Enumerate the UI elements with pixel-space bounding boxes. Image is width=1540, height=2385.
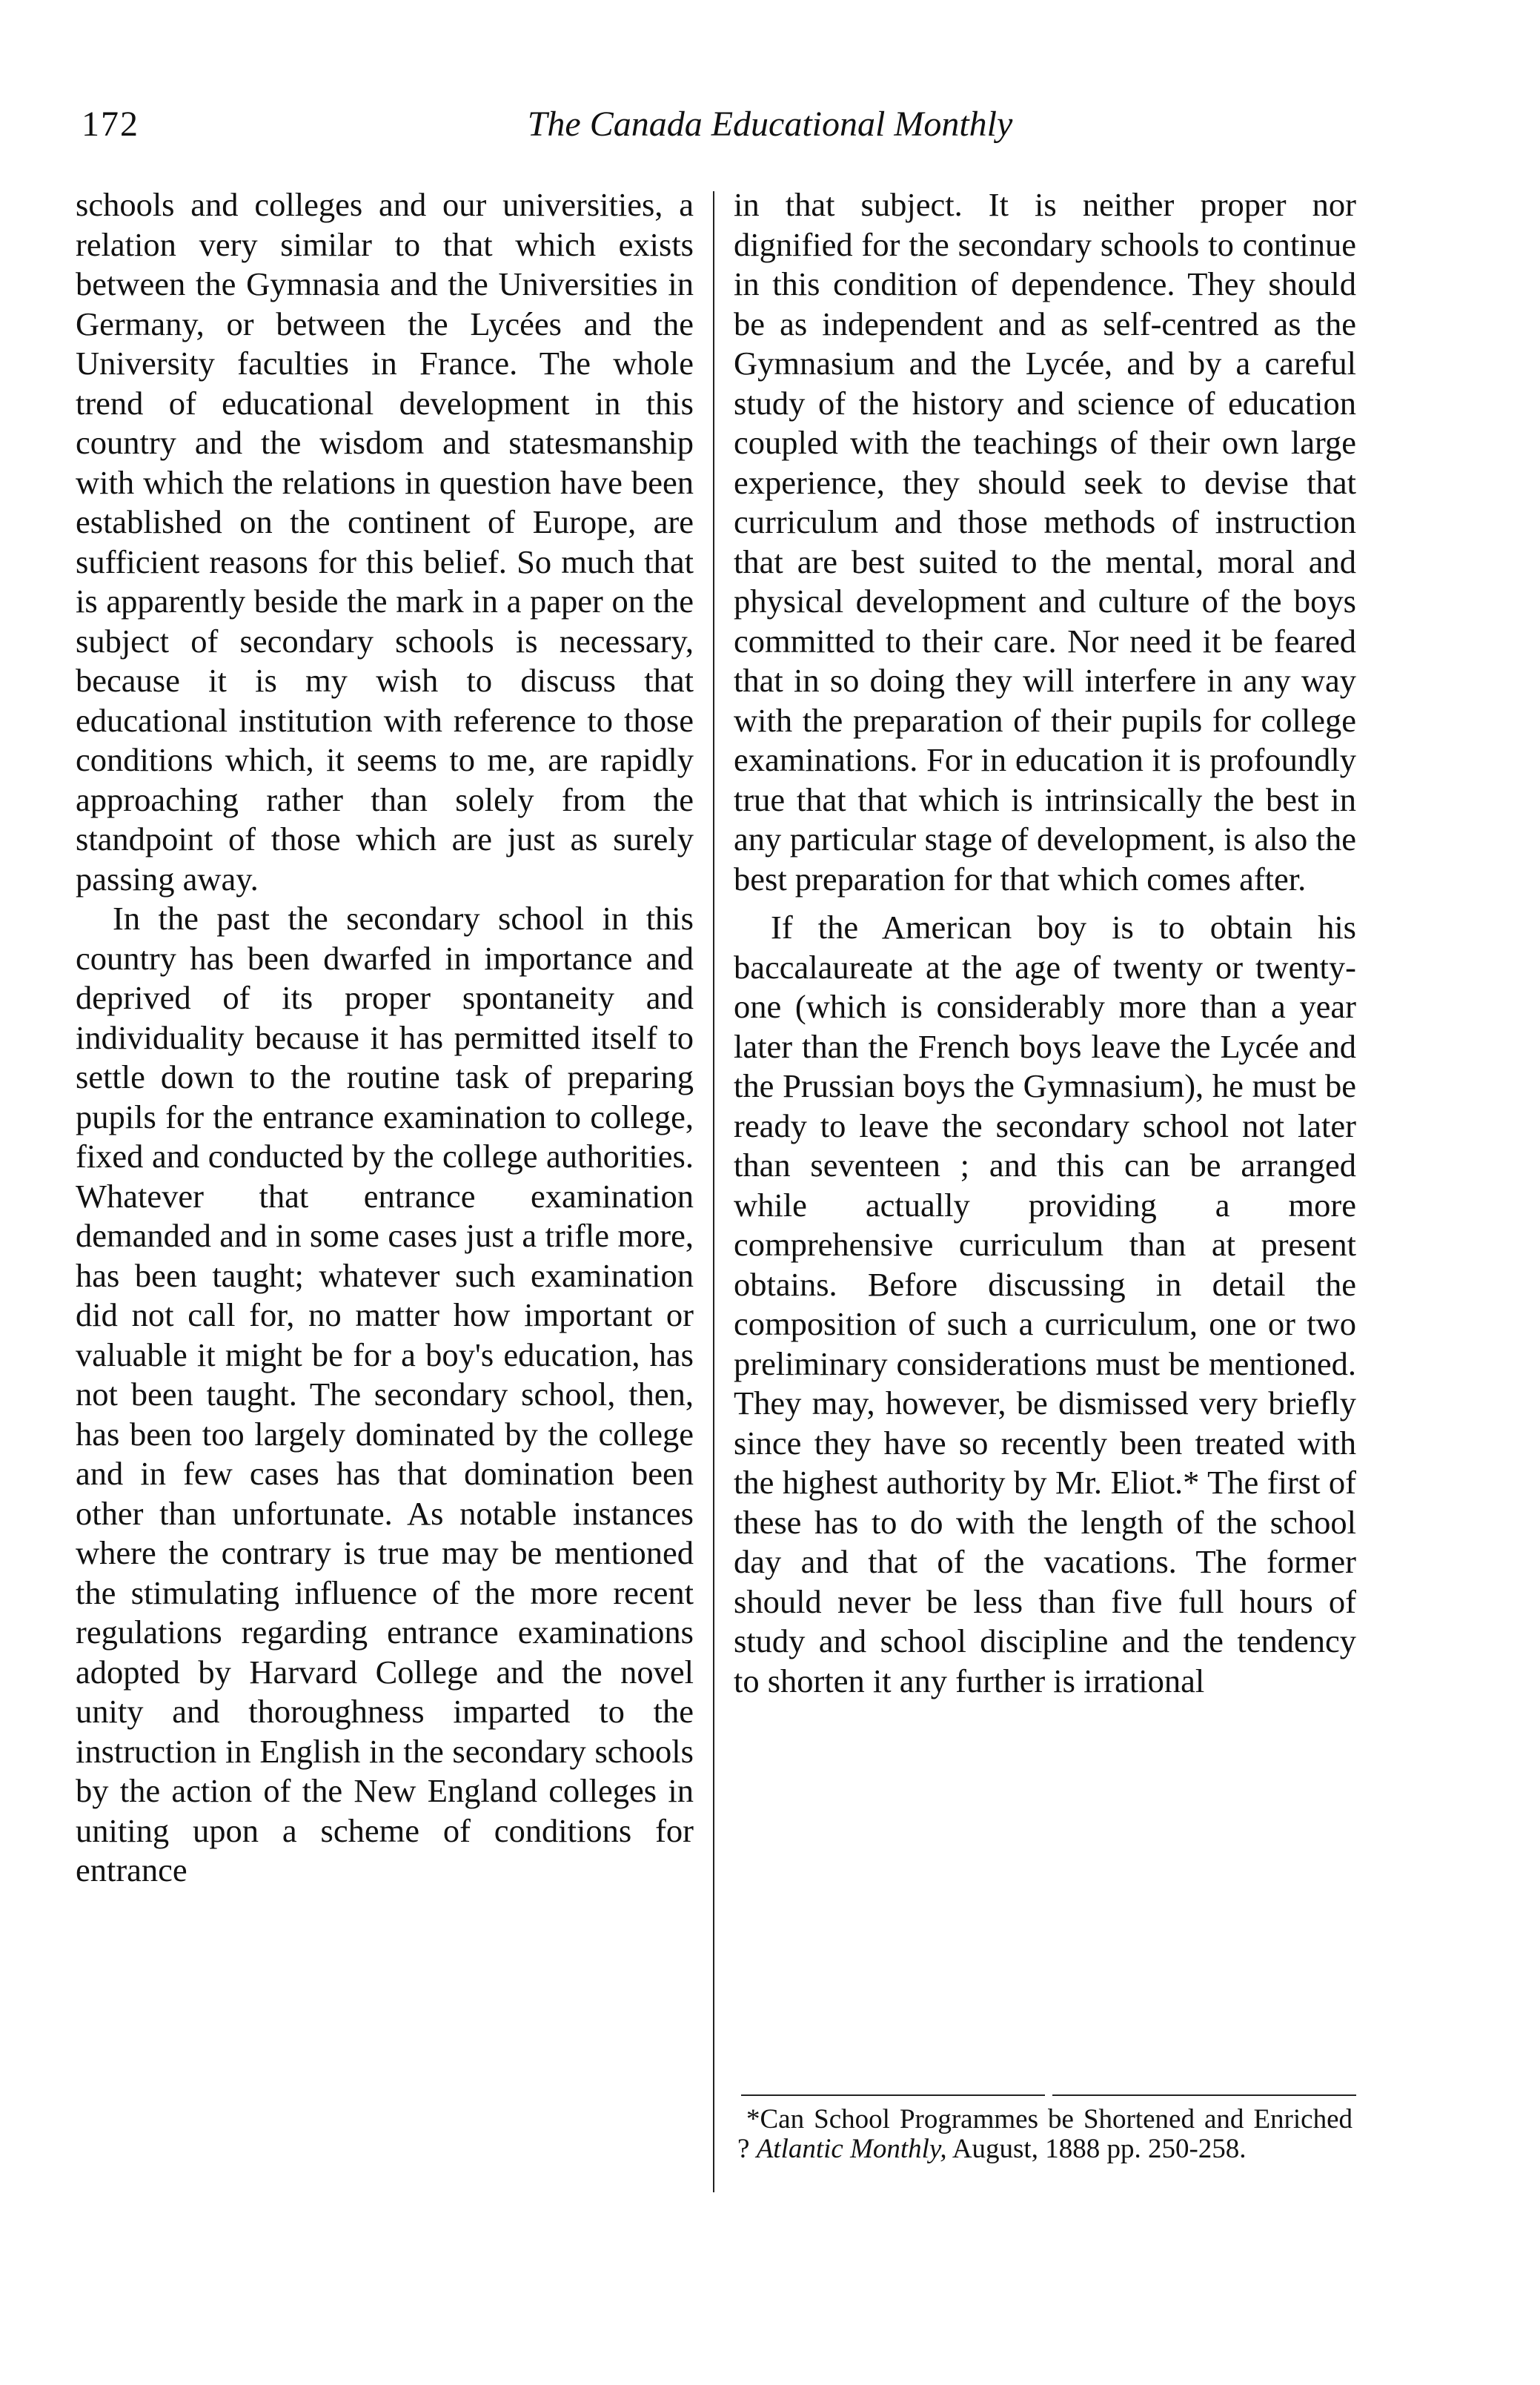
- footnote-date: August, 1888 pp. 250-258.: [952, 2134, 1247, 2164]
- footnote-journal: Atlantic Monthly,: [756, 2134, 947, 2164]
- page-number: 172: [82, 105, 139, 144]
- footnote-rule-right: [1052, 2094, 1356, 2096]
- left-paragraph-2: In the past the secondary school in this country has been dwarfed in importance and deprived of its proper spontaneity and individuality because it has permitted itself to settle down to the routine task of preparing pupils for the entrance examination to college, fixed and conducted by the college authorities. Whatever that entrance examination demanded and in some cases just a trifle more, has been taught; whatever such examination did not call for, no matter how important or valuable it might be for a boy's education, has not been taught. The secondary school, then, has been too largely dominated by the college and in few cases has that domination been other than unfortunate. As notable instances where the contrary is true may be mentioned the stimulating influence of the more recent regulations regarding entrance examinations adopted by Harvard College and the novel unity and thoroughness imparted to the instruction in English in the secondary schools by the action of the New England colleges in uniting upon a scheme of conditions for entrance: [76, 900, 694, 1888]
- footnote: [737, 2105, 1353, 2164]
- right-paragraph-1: in that subject. It is neither proper nor dignified for the secondary schools to continue in this condition of dependence. They should be as independent and as self-centred as the Gymnasium and the Lycée, and by a careful study of the history and science of education coupled with the teachings of their own large experience, they should seek to devise that curriculum and those methods of instruction that are best suited to the mental, moral and physical development and culture of the boys committed to their care. Nor need it be feared that in so doing they will interfere in any way with the preparation of their pupils for college examinations. For in education it is profoundly true that that which is intrinsically the best in any particular stage of development, is also the best preparation for that which comes after.: [734, 186, 1356, 898]
- footnote-rule: [741, 2094, 1045, 2096]
- right-paragraph-2: If the American boy is to obtain his baccalaureate at the age of twenty or twenty-one (which is considerably more than a year later than the French boys leave the Lycée and the Prussian boys the Gymnasium), he must be ready to leave the secondary school not later than seventeen ; and this can be arranged while actually providing a more comprehensive curriculum than at present obtains. Before discussing in detail the composition of such a curriculum, one or two preliminary considerations must be mentioned. They may, however, be dismissed very briefly since they have so recently been treated with the highest authority by Mr. Eliot.* The first of these has to do with the length of the school day and that of the vacations. The former should never be less than five full hours of study and school discipline and the tendency to shorten it any further is irrational: [734, 909, 1356, 1699]
- right-column: [734, 185, 1356, 1701]
- left-column: [76, 185, 694, 1891]
- column-divider: [713, 191, 714, 2192]
- footnote-text: *Can School Programmes be Shortened and Enriched ?: [737, 2104, 1353, 2164]
- page-header: [82, 104, 1458, 156]
- left-paragraph-1: schools and colleges and our universities, a relation very similar to that which exists between the Gymnasia and the Universities in Germany, or between the Lycées and the University faculties in France. The whole trend of educational development in this country and the wisdom and statesmanship with which the relations in question have been established on the continent of Europe, are sufficient reasons for this belief. So much that is apparently beside the mark in a paper on the subject of secondary schools is necessary, because it is my wish to discuss that educational institution with reference to those conditions which, it seems to me, are rapidly approaching rather than solely from the standpoint of those which are just as surely passing away.: [76, 186, 694, 898]
- running-title: The Canada Educational Monthly: [527, 105, 1013, 144]
